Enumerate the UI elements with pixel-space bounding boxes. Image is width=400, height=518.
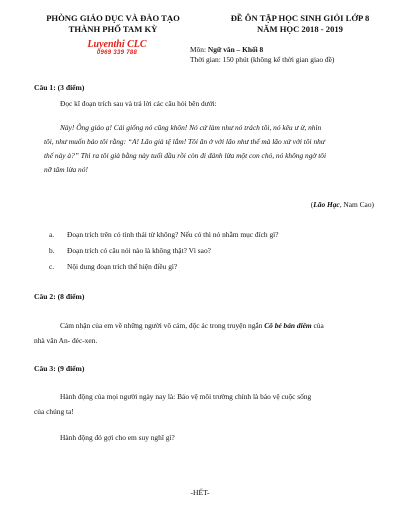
- q1-passage: [44, 121, 374, 177]
- org-line-1: PHÒNG GIÁO DỤC VÀ ĐÀO TẠO: [46, 13, 180, 23]
- end-marker: -HẾT-: [190, 488, 210, 497]
- q1-option-c: c. Nội dung đoạn trích thể hiện điều gì?: [49, 262, 178, 271]
- q3-heading: Câu 3: (9 điểm): [34, 364, 85, 373]
- story-title: Cô bé bán diêm: [264, 321, 312, 330]
- source-author: , Nam Cao): [339, 200, 374, 209]
- q3-body: Hành động của mọi người ngày nay là: Bảo vệ môi trường chính là bảo vệ cuộc sống của chúng ta!: [34, 392, 312, 416]
- department-header: [28, 13, 198, 35]
- subject-line: Môn: Ngữ văn – Khối 8: [190, 45, 264, 54]
- logo-text: Luyenthi CLC: [87, 39, 147, 50]
- passage-line: Này! Ông giáo ạ! Cái giống nó cũng khôn! Nó cứ làm như nó trách tôi, nó kêu ư ử, nhìn: [60, 123, 322, 132]
- q2-body: Cảm nhận của em về những người vô cảm, độc ác trong truyện ngắn Cô bé bán diêm của nhà văn An- đéc-xen.: [34, 321, 324, 345]
- logo: [74, 40, 160, 58]
- passage-line: nỡ tâm lừa nó!: [44, 165, 88, 174]
- q1-option-b: b. Đoạn trích có câu nói nào là không thật? Vì sao?: [49, 246, 211, 255]
- exam-title: [208, 13, 392, 35]
- title-line-1: ĐỀ ÔN TẬP HỌC SINH GIỎI LỚP 8: [230, 13, 370, 23]
- q1-heading: Câu 1: (3 điểm): [34, 83, 85, 92]
- q1-source: (Lão Hạc, Nam Cao): [310, 200, 374, 209]
- subject-info: [190, 45, 334, 65]
- source-title: Lão Hạc: [313, 200, 340, 209]
- q3-question: Hành động đó gợi cho em suy nghĩ gì?: [60, 433, 175, 442]
- org-line-2: THÀNH PHỐ TAM KỲ: [68, 24, 158, 34]
- q2-heading: Câu 2: (8 điểm): [34, 292, 85, 301]
- logo-phone: 0969 339 788: [96, 50, 138, 56]
- passage-line: thế này à?” Thì ra tôi già bằng này tuổi đầu rồi còn đi đánh lừa một con chó, nó không ngờ tôi: [44, 151, 327, 160]
- title-line-2: NĂM HỌC 2018 - 2019: [257, 24, 343, 34]
- subject-value: Ngữ văn – Khối 8: [207, 45, 264, 54]
- time-line: Thời gian: 150 phút (không kể thời gian giao đề): [190, 55, 335, 64]
- q1-instruction: Đọc kĩ đoạn trích sau và trả lời các câu hỏi bên dưới:: [60, 99, 217, 108]
- passage-line: tôi, như muốn bảo tôi rằng: “A! Lão già tệ lắm! Tôi ăn ở với lão như thế mà lão xử với tôi như: [44, 137, 325, 146]
- q1-option-a: a. Đoạn trích trên có tình thái từ không? Nếu có thì nó nhằm mục đích gì?: [49, 230, 279, 239]
